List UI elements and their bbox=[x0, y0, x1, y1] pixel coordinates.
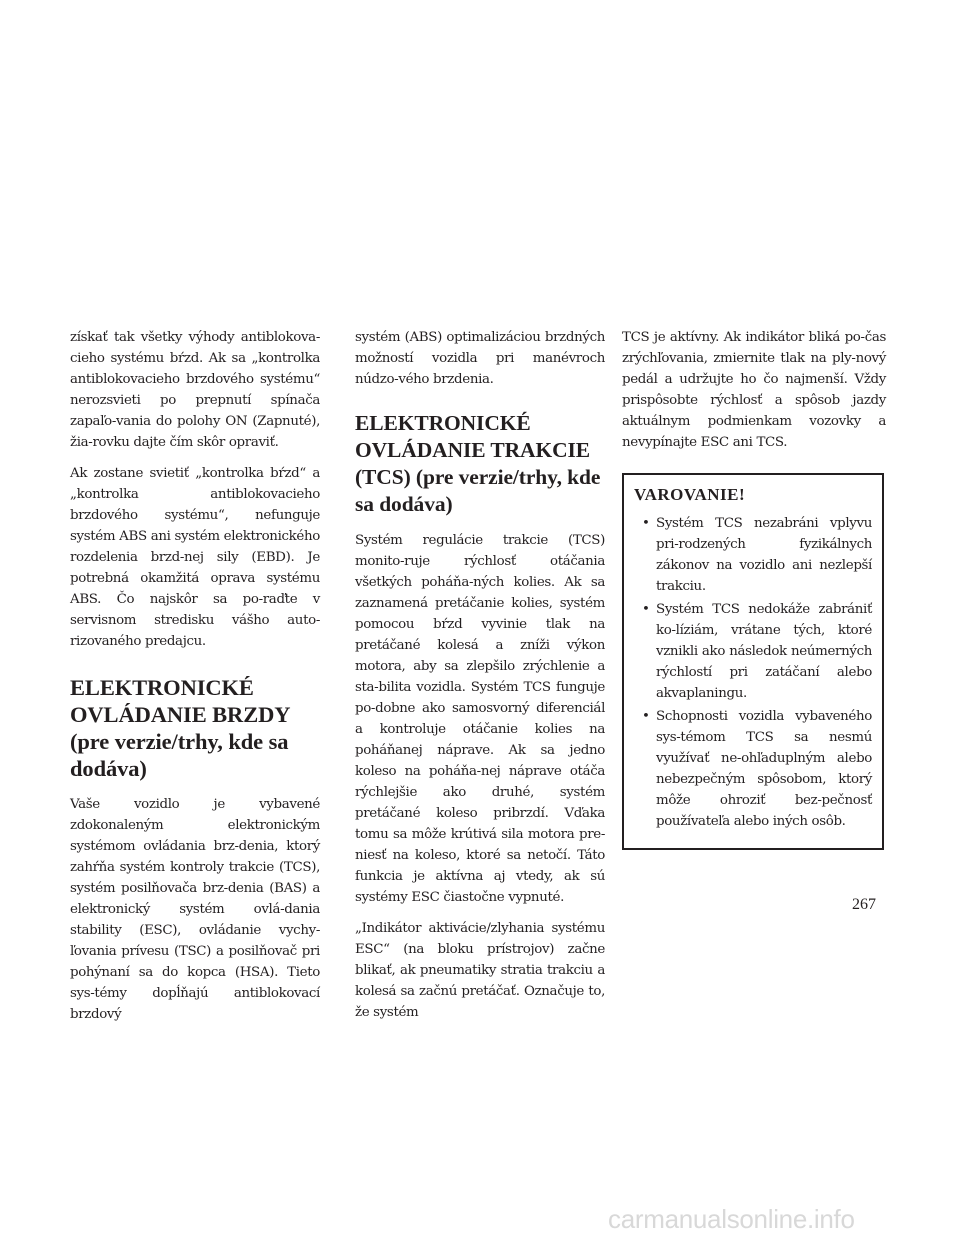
paragraph: Vaše vozidlo je vybavené zdokonaleným elektronickým systémom ovládania brz-denia, ktorý zahŕňa systém kontroly trakcie (TCS), systém posilňovača brz-denia (BAS) a elektronický systém ovlá-dania stability (ESC), ovládanie vychy-ľovania prívesu (TSC) a posilňovač pri pohýnaní sa do kopca (HSA). Tieto sys-témy dopĺňajú antiblokovací brzdový bbox=[70, 797, 320, 1022]
bullet-icon: • bbox=[642, 709, 650, 724]
warning-list bbox=[632, 513, 872, 832]
paragraph: Systém regulácie trakcie (TCS) monito-ruje rýchlosť otáčania všetkých poháňa-ných kolies. Ak sa zaznamená pretáčanie kolies, systém pomocou bŕzd vyvinie tlak na pretáčané kolesá a zníži výkon motora, aby sa zlepšilo zrýchlenie a sta-bilita vozidla. Systém TCS funguje po-dobne ako samosvorný diferenciál a kontroluje otáčanie kolies na poháňanej náprave. Ak sa jedno koleso na poháňa-nej náprave otáča rýchlejšie ako druhé, systém pretáčané koleso pribrzdí. Vďaka tomu sa môže krútivá sila motora pre-niesť na koleso, ktoré sa netočí. Táto funkcia je aktívna aj vtedy, ak sú systémy ESC čiastočne vypnuté. bbox=[355, 533, 605, 905]
column-left bbox=[70, 327, 320, 1035]
warning-item: • Systém TCS nedokáže zabrániť ko-líziám, vrátane tých, ktoré vznikli ako následok neúmerných rýchlostí pri zatáčaní alebo akvaplaningu. bbox=[632, 599, 872, 704]
warning-box bbox=[622, 473, 884, 850]
paragraph: Ak zostane svietiť „kontrolka bŕzd“ a „kontrolka antiblokovacieho brzdového systému“, nefunguje systém ABS ani systém elektronického rozdelenia brzd-nej sily (EBD). Je potrebná okamžitá oprava systému ABS. Čo najskôr sa po-raďte v servisnom stredisku vášho auto-rizovaného predajcu. bbox=[70, 466, 320, 649]
warning-title: VAROVANIE! bbox=[634, 485, 746, 504]
paragraph: získať tak všetky výhody antiblokova-cieho systému bŕzd. Ak sa „kontrolka antiblokovacieho brzdového systému“ nerozsvieti po prepnutí spínača zapaľo-vania do polohy ON (Zapnuté), žia-rovku dajte čím skôr opraviť. bbox=[70, 330, 320, 450]
bullet-icon: • bbox=[642, 516, 650, 531]
page-number: 267 bbox=[852, 896, 876, 913]
section-heading-tcs: ELEKTRONICKÉ OVLÁDANIE TRAKCIE (TCS) (pre verzie/trhy, kde sa dodáva) bbox=[355, 411, 601, 516]
column-middle bbox=[355, 327, 605, 1033]
section-heading-brakes: ELEKTRONICKÉ OVLÁDANIE BRZDY (pre verzie/trhy, kde sa dodáva) bbox=[70, 675, 290, 781]
paragraph: systém (ABS) optimalizáciou brzdných možností vozidla pri manévroch núdzo-vého brzdenia. bbox=[355, 330, 605, 387]
warning-item: • Schopnosti vozidla vybaveného sys-témom TCS sa nesmú využívať ne-ohľaduplným alebo nebezpečným spôsobom, ktorý môže ohroziť bez-pečnosť používateľa alebo iných osôb. bbox=[632, 706, 872, 832]
warning-item: • Systém TCS nezabráni vplyvu pri-rodzených fyzikálnych zákonov na vozidlo ani nezlepší trakciu. bbox=[632, 513, 872, 597]
watermark: carmanualsonline.info bbox=[608, 1204, 855, 1234]
paragraph: „Indikátor aktivácie/zlyhania systému ESC“ (na bloku prístrojov) začne blikať, ak pneumatiky stratia trakciu a kolesá sa začnú pretáčať. Označuje to, že systém bbox=[355, 921, 605, 1020]
column-right bbox=[622, 327, 886, 850]
paragraph: TCS je aktívny. Ak indikátor bliká po-čas zrýchľovania, zmiernite tlak na ply-nový pedál a udržujte ho čo najmenší. Vždy prispôsobte rýchlosť a spôsob jazdy aktuálnym podmienkam vozovky a nevypínajte ESC ani TCS. bbox=[622, 330, 886, 450]
bullet-icon: • bbox=[642, 602, 650, 617]
